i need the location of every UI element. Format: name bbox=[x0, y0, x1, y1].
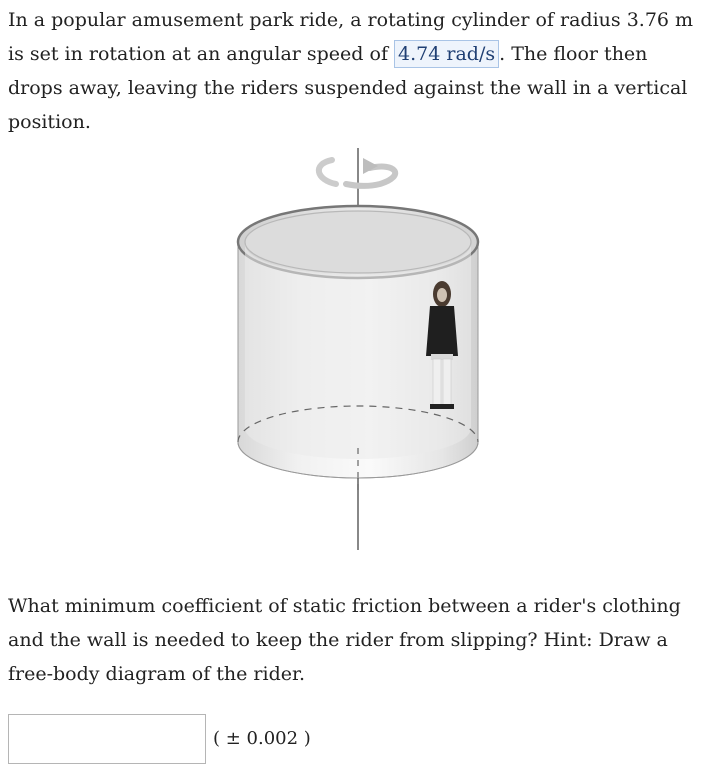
question-text bbox=[8, 3, 702, 139]
question-prompt: What minimum coefficient of static friction between a rider's clothing and the wall is needed to keep the rider from slipping? Hint: Draw a free-body diagram of the rider. bbox=[8, 595, 681, 685]
angular-speed-unit: rad/s bbox=[446, 43, 496, 65]
rotation-arrow-icon bbox=[319, 158, 395, 186]
angular-speed-value: 4.74 bbox=[398, 43, 441, 65]
intro-text-1: In a popular amusement park ride, a rotating cylinder of radius bbox=[8, 9, 627, 31]
radius-unit: m bbox=[675, 9, 694, 31]
intro-text-3: . The floor then drops away, leaving the riders suspended against the wall in a vertical position. bbox=[8, 43, 688, 133]
rotating-cylinder-illustration bbox=[220, 128, 500, 558]
intro-text-2: is set in rotation at an angular speed of bbox=[8, 43, 395, 65]
radius-value: 3.76 bbox=[626, 9, 669, 31]
rotating-cylinder-figure bbox=[220, 128, 500, 558]
answer-tolerance: ( ± 0.002 ) bbox=[213, 728, 311, 749]
angular-speed-highlight bbox=[394, 40, 499, 68]
answer-input[interactable] bbox=[8, 714, 206, 764]
